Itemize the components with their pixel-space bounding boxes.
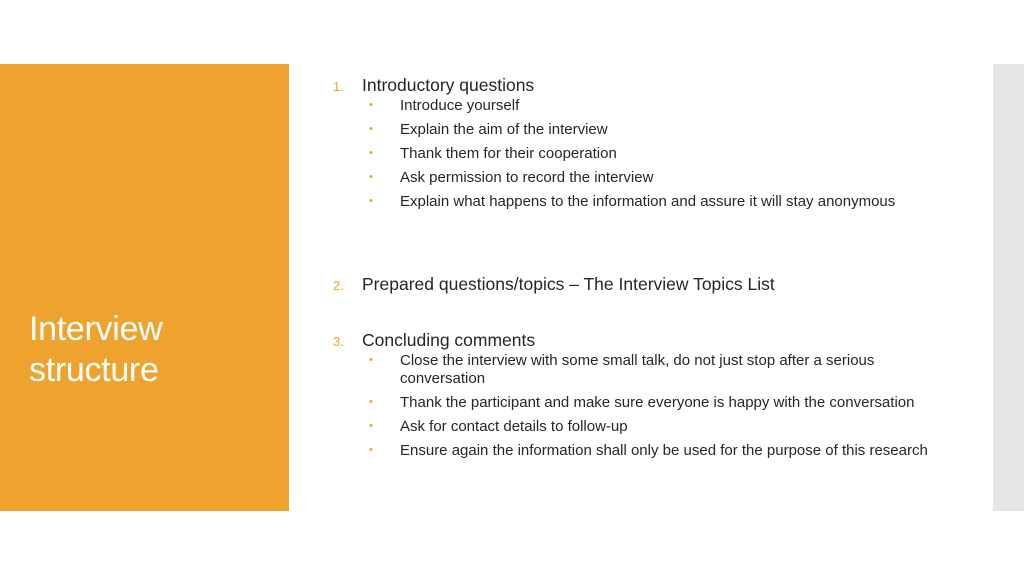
bullet-list <box>333 352 933 459</box>
section-number: 1. <box>333 79 344 94</box>
bullet-icon: • <box>369 171 373 183</box>
bullet-item <box>333 394 915 412</box>
section-concluding-comments <box>333 330 933 459</box>
bullet-text: Close the interview with some small talk, do not just stop after a serious conversation <box>400 352 875 387</box>
bullet-text: Introduce yourself <box>400 97 520 114</box>
bullet-text: Explain the aim of the interview <box>400 121 608 138</box>
bullet-item <box>333 352 915 387</box>
bullet-text: Thank them for their cooperation <box>400 145 617 162</box>
section-header <box>333 330 933 352</box>
bullet-icon: • <box>369 443 373 456</box>
slide-title <box>29 309 279 391</box>
section-header <box>333 274 933 296</box>
bullet-icon: • <box>369 99 373 111</box>
bullet-item <box>333 97 940 115</box>
right-accent-bar <box>993 64 1024 511</box>
bullet-text: Ensure again the information shall only be used for the purpose of this research <box>400 441 928 459</box>
section-header <box>333 75 933 97</box>
bullet-icon: • <box>369 395 373 408</box>
bullet-item <box>333 145 940 163</box>
slide-title-line-2: structure <box>29 351 159 389</box>
bullet-item <box>333 418 940 436</box>
bullet-item <box>333 121 940 139</box>
bullet-icon: • <box>369 123 373 135</box>
bullet-icon: • <box>369 354 373 366</box>
bullet-item <box>333 193 900 211</box>
section-heading: Concluding comments <box>362 330 536 350</box>
bullet-item <box>333 169 940 187</box>
section-number: 2. <box>333 278 344 293</box>
bullet-icon: • <box>369 419 373 432</box>
bullet-text: Explain what happens to the information and assure it will stay anonymous <box>400 193 896 210</box>
bullet-text: Thank the participant and make sure everyone is happy with the conversation <box>400 393 915 411</box>
bullet-icon: • <box>369 147 373 159</box>
bullet-list <box>333 97 933 211</box>
bullet-item <box>333 442 945 460</box>
section-heading: Prepared questions/topics – The Interview Topics List <box>362 274 775 294</box>
bullet-text: Ask for contact details to follow-up <box>400 417 628 435</box>
section-number: 3. <box>333 334 344 349</box>
section-heading: Introductory questions <box>362 75 535 95</box>
bullet-icon: • <box>369 195 373 207</box>
section-introductory-questions <box>333 75 933 211</box>
slide-title-line-1: Interview <box>29 310 163 348</box>
title-panel <box>0 64 289 511</box>
section-prepared-questions <box>333 274 933 296</box>
bullet-text: Ask permission to record the interview <box>400 169 654 186</box>
